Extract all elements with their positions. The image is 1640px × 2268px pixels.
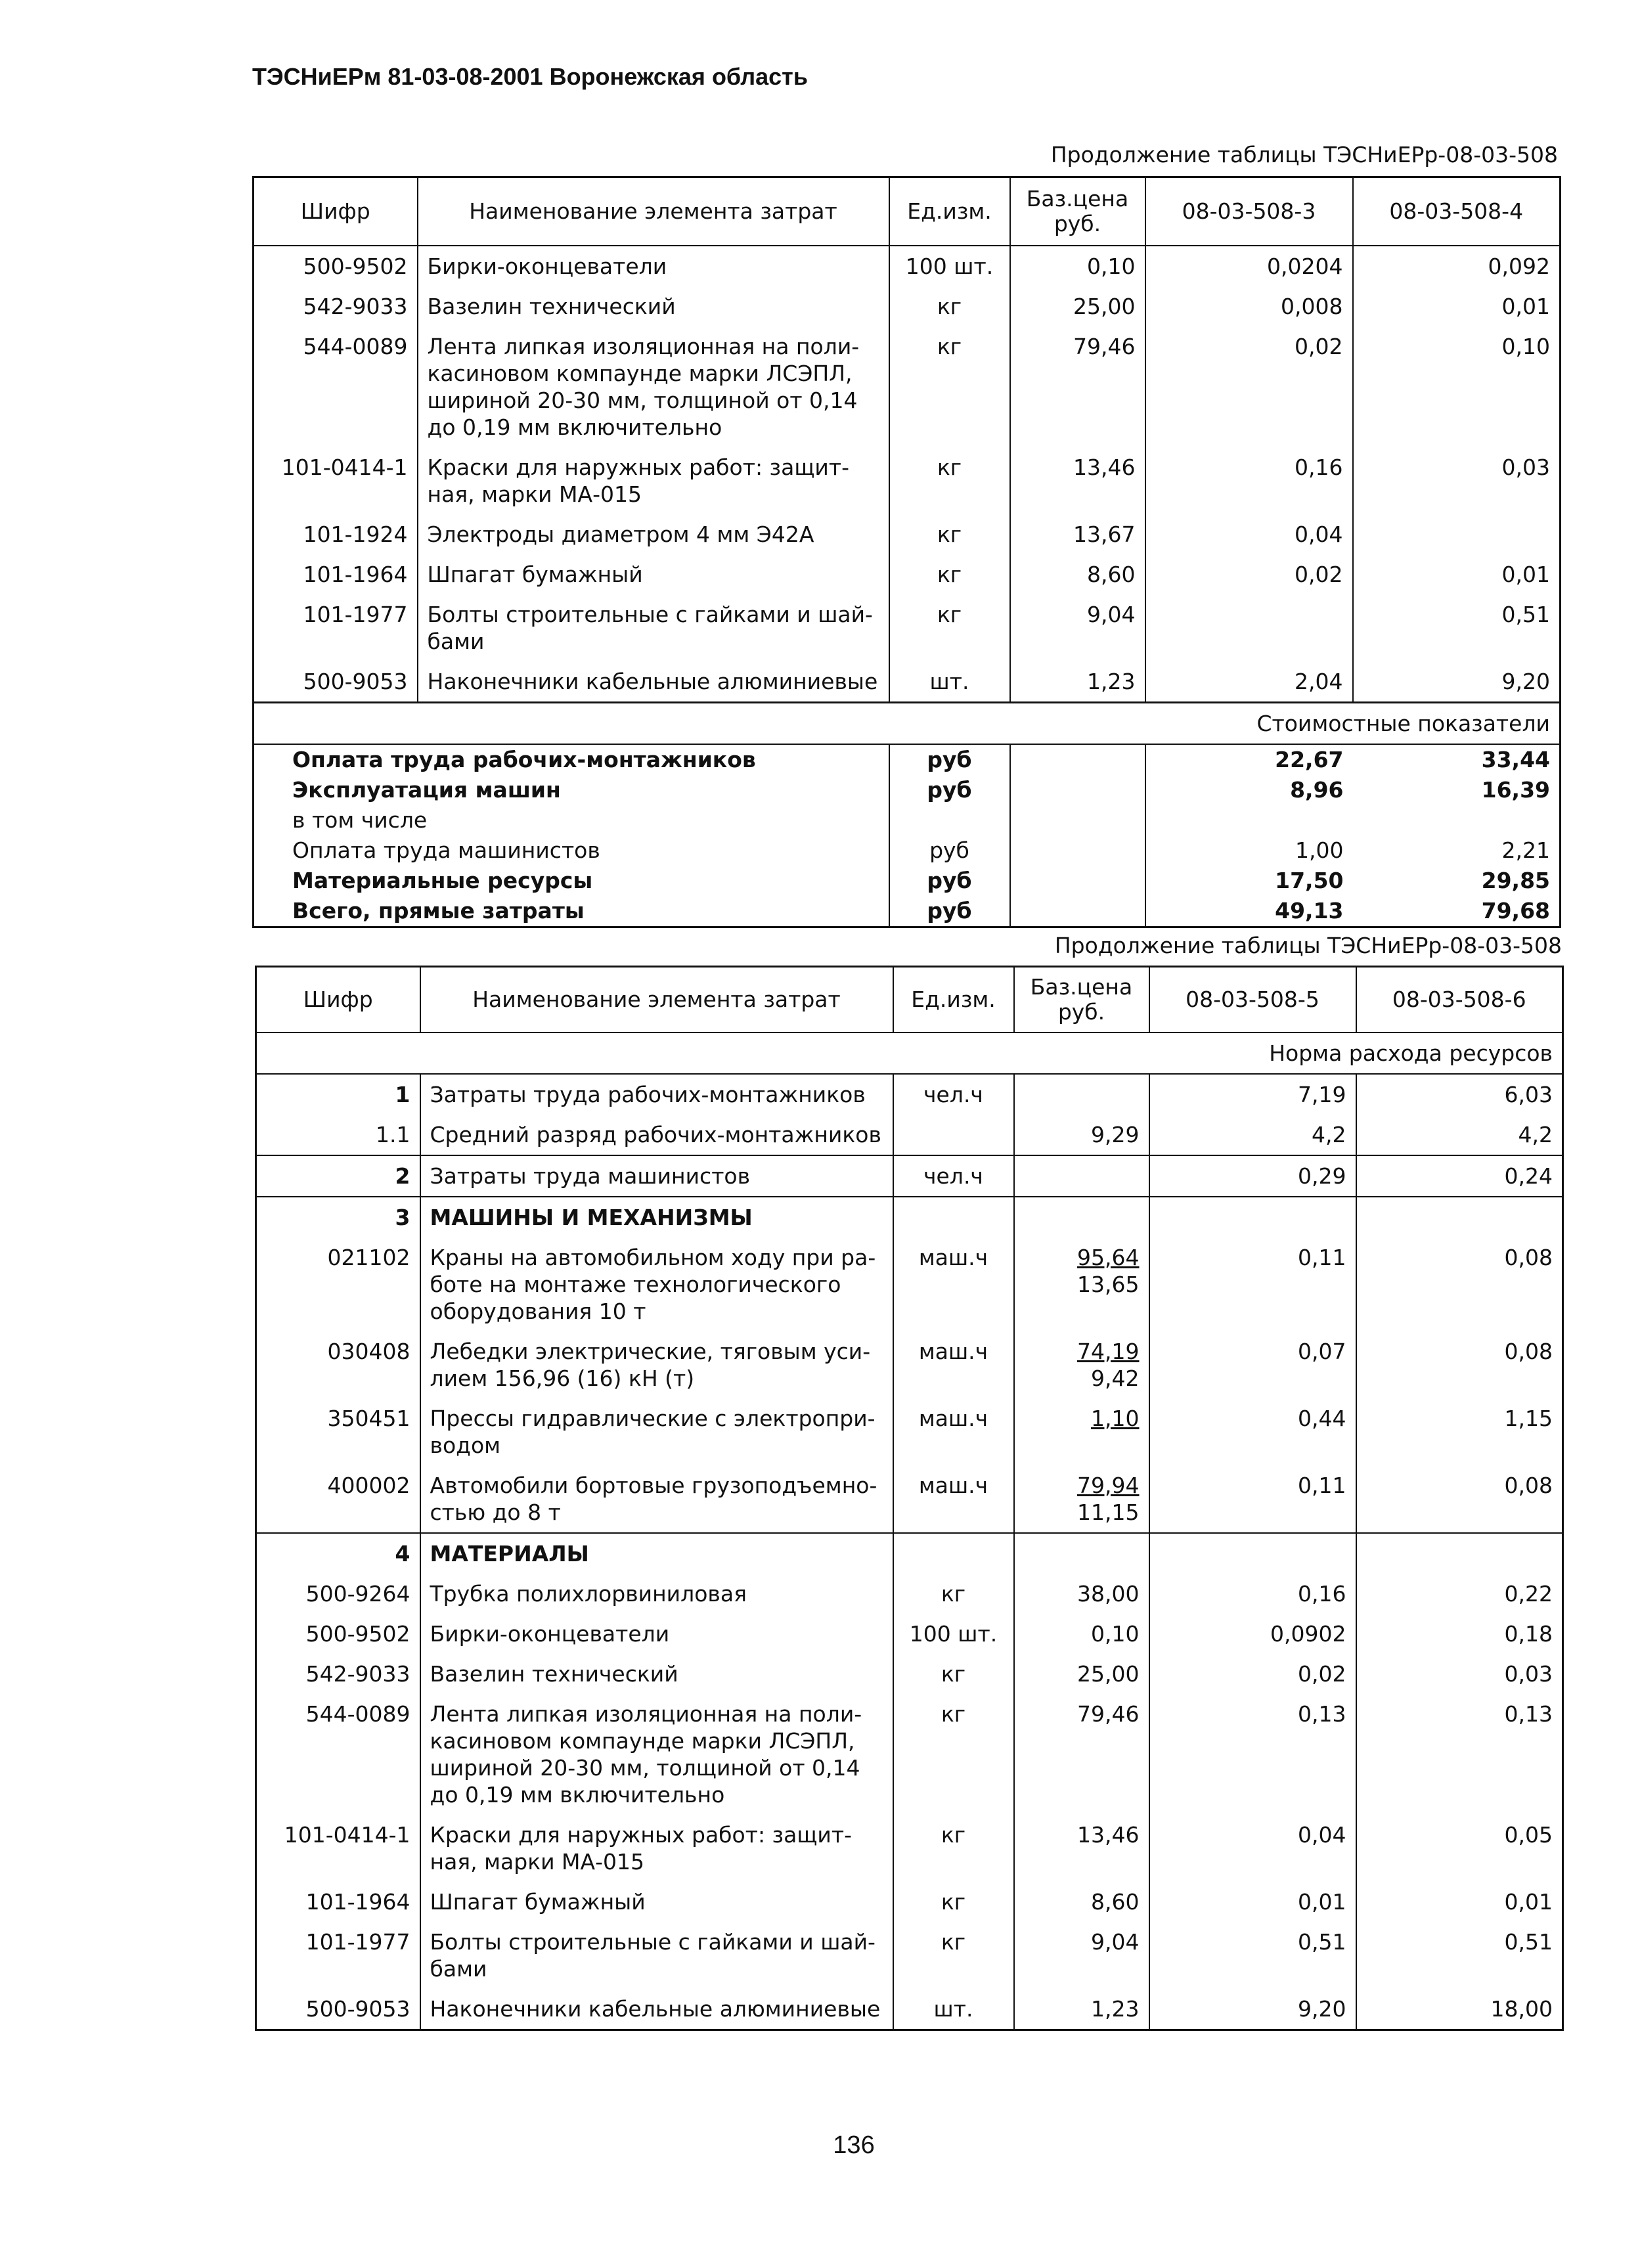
resource-name: Лента липкая изоляционная на поли-касиновом компаунде марки ЛСЭПЛ, шириной 20-30 мм, толщиной от 0,14 до 0,19 мм включительно [420,1694,893,1815]
unit-of-measure: кг [893,1574,1014,1614]
unit-of-measure: кг [889,447,1010,514]
resource-name: Шпагат бумажный [418,554,889,594]
norm-value-1: 0,01 [1149,1882,1356,1922]
base-price: 25,00 [1014,1654,1149,1694]
norm-value-1: 0,16 [1149,1574,1356,1614]
unit-of-measure: кг [889,554,1010,594]
table-row [256,1465,1563,1533]
resource-name: Трубка полихлорвиниловая [420,1574,893,1614]
resource-name: Автомобили бортовые грузоподъемно-стью до 8 т [420,1465,893,1533]
resource-code: 101-1977 [305,1928,410,1955]
summary-label: Материальные ресурсы [292,867,593,893]
resource-name: Краны на автомобильном ходу при ра-боте на монтаже технологического оборудования 10 т [420,1237,893,1331]
norm-value-2: 0,092 [1353,246,1561,286]
base-price: 0,10 [1010,246,1145,286]
unit-of-measure: 100 шт. [889,246,1010,286]
summary-value-2 [1353,805,1561,835]
norm-value-1: 0,02 [1145,326,1353,447]
section-title: МАШИНЫ И МЕХАНИЗМЫ [420,1197,893,1237]
base-price: 1,23 [1014,1989,1149,2030]
resource-code: 101-1964 [303,561,408,587]
base-price [1014,1074,1149,1115]
table-row [254,661,1561,703]
table-row [254,447,1561,514]
summary-empty [1010,835,1145,866]
norm-value-1: 0,008 [1145,286,1353,326]
resource-name: Бирки-оконцеватели [420,1614,893,1654]
base-price [1014,1155,1149,1197]
summary-value-1 [1145,805,1353,835]
summary-row [254,835,1561,866]
table2-header-row [256,967,1563,1033]
table-row [254,594,1561,661]
norm-value-2: 0,03 [1353,447,1561,514]
norm-value-1: 0,0204 [1145,246,1353,286]
base-price: 13,46 [1010,447,1145,514]
table-row [254,246,1561,286]
norm-value-1: 0,11 [1149,1237,1356,1331]
base-price: 0,10 [1014,1614,1149,1654]
norm-value-1: 4,2 [1149,1115,1356,1155]
resource-name: Болты строительные с гайками и шай-бами [420,1922,893,1989]
table-row [254,286,1561,326]
resource-table-1 [252,176,1561,928]
resource-name: Шпагат бумажный [420,1882,893,1922]
unit-of-measure: чел.ч [893,1155,1014,1197]
summary-value-1: 17,50 [1275,867,1344,893]
table-row [256,1882,1563,1922]
resource-name: Прессы гидравлические с электропри-водом [420,1398,893,1465]
summary-row [254,805,1561,835]
table-row [254,554,1561,594]
summary-unit: руб [889,835,1010,866]
norm-value-1: 0,13 [1149,1694,1356,1815]
resource-code: 101-0414-1 [284,1821,410,1848]
norm-value-2: 4,2 [1356,1115,1563,1155]
base-price: 1,10 [1091,1405,1140,1431]
empty-cell [893,1533,1014,1574]
table2-col-code: Шифр [256,967,420,1033]
base-price-secondary: 9,42 [1091,1365,1140,1391]
summary-value-2: 16,39 [1481,776,1550,803]
resource-name: Лебедки электрические, тяговым уси-лием 156,96 (16) кН (т) [420,1331,893,1398]
summary-label: в том числе [292,807,428,833]
table2-continuation-caption: Продолжение таблицы ТЭСНиЕРр-08-03-508 [1054,933,1562,958]
table-row [256,1614,1563,1654]
table1-continuation-caption: Продолжение таблицы ТЭСНиЕРр-08-03-508 [1050,142,1558,167]
norm-value-2: 18,00 [1356,1989,1563,2030]
norm-value-2: 0,18 [1356,1614,1563,1654]
summary-empty [1010,744,1145,775]
table1-header-row [254,177,1561,246]
unit-of-measure: кг [893,1815,1014,1882]
section-code: 3 [395,1204,410,1230]
table2-col-unit: Ед.изм. [893,967,1014,1033]
table-row [256,1115,1563,1155]
norm-value-2: 9,20 [1353,661,1561,703]
unit-of-measure: кг [889,326,1010,447]
norm-value-2: 0,01 [1353,286,1561,326]
empty-cell [893,1197,1014,1237]
unit-of-measure: шт. [893,1989,1014,2030]
table1-cost-section-row [254,702,1561,744]
summary-unit: руб [889,896,1010,927]
base-price-secondary: 11,15 [1077,1499,1140,1525]
resource-name: Затраты труда рабочих-монтажников [420,1074,893,1115]
empty-cell [1356,1533,1563,1574]
base-price: 79,94 [1077,1472,1140,1498]
table1-col-v2: 08-03-508-4 [1353,177,1561,246]
summary-value-2: 2,21 [1501,837,1550,863]
resource-name: Лента липкая изоляционная на поли-касиновом компаунде марки ЛСЭПЛ, шириной 20-30 мм, толщиной от 0,14 до 0,19 мм включительно [418,326,889,447]
resource-name: Затраты труда машинистов [420,1155,893,1197]
unit-of-measure: кг [893,1654,1014,1694]
unit-of-measure: маш.ч [893,1237,1014,1331]
cost-section-title: Стоимостные показатели [254,702,1561,744]
norm-value-2: 1,15 [1356,1398,1563,1465]
resource-code: 544-0089 [303,333,408,359]
table-row [256,1398,1563,1465]
resource-code: 500-9502 [303,253,408,279]
resource-code: 542-9033 [305,1660,410,1687]
resource-code: 101-1924 [303,521,408,547]
norm-value-1: 0,51 [1149,1922,1356,1989]
base-price-cell [1014,1398,1149,1465]
empty-cell [1149,1197,1356,1237]
table-row [256,1155,1563,1197]
table-row [256,1074,1563,1115]
resource-name: Болты строительные с гайками и шай-бами [418,594,889,661]
summary-empty [1010,805,1145,835]
table-row [254,514,1561,554]
resource-code: 500-9053 [305,1995,410,2022]
resource-name: Средний разряд рабочих-монтажников [420,1115,893,1155]
base-price: 1,23 [1010,661,1145,703]
unit-of-measure: кг [893,1922,1014,1989]
summary-unit: руб [889,744,1010,775]
summary-label: Оплата труда машинистов [292,837,600,863]
norm-value-1: 0,02 [1149,1654,1356,1694]
resource-code: 101-1977 [303,601,408,627]
page-number: 136 [833,2131,875,2159]
norm-value-1: 0,07 [1149,1331,1356,1398]
norm-value-2: 0,51 [1356,1922,1563,1989]
base-price: 8,60 [1010,554,1145,594]
base-price: 95,64 [1077,1244,1140,1270]
unit-of-measure: 100 шт. [893,1614,1014,1654]
base-price: 74,19 [1077,1338,1140,1364]
norm-value-1: 0,02 [1145,554,1353,594]
table2-col-v1: 08-03-508-5 [1149,967,1356,1033]
table-row [256,1815,1563,1882]
resource-code: 544-0089 [305,1701,410,1727]
norm-value-2 [1353,514,1561,554]
summary-value-1: 1,00 [1295,837,1344,863]
resource-name: Электроды диаметром 4 мм Э42А [418,514,889,554]
norm-value-1: 0,16 [1145,447,1353,514]
norm-value-2: 0,08 [1356,1237,1563,1331]
unit-of-measure: чел.ч [893,1074,1014,1115]
empty-cell [1149,1533,1356,1574]
unit-of-measure: кг [893,1882,1014,1922]
norm-value-2: 0,51 [1353,594,1561,661]
base-price: 13,67 [1010,514,1145,554]
summary-value-1: 22,67 [1275,746,1344,772]
summary-unit [889,805,1010,835]
resource-name: Вазелин технический [418,286,889,326]
base-price: 9,04 [1010,594,1145,661]
table2-norm-section-row [256,1033,1563,1074]
resource-code: 500-9502 [305,1620,410,1647]
resource-code: 101-0414-1 [281,454,408,480]
summary-row [254,775,1561,805]
norm-value-1: 0,44 [1149,1398,1356,1465]
unit-of-measure: кг [889,514,1010,554]
summary-empty [1010,775,1145,805]
resource-code: 400002 [256,1465,420,1533]
base-price: 79,46 [1014,1694,1149,1815]
table1-col-v1: 08-03-508-3 [1145,177,1353,246]
empty-cell [1014,1533,1149,1574]
table-row [256,1331,1563,1398]
table-row [256,1694,1563,1815]
base-price-cell [1014,1331,1149,1398]
unit-of-measure: шт. [889,661,1010,703]
table-row [256,1654,1563,1694]
summary-value-2: 79,68 [1481,897,1550,923]
table-row [256,1989,1563,2030]
unit-of-measure: кг [889,286,1010,326]
machines-section-row [256,1197,1563,1237]
resource-code: 542-9033 [303,293,408,319]
empty-cell [1356,1197,1563,1237]
table-row [256,1922,1563,1989]
summary-value-1: 8,96 [1290,776,1344,803]
summary-empty [1010,866,1145,896]
norm-value-2: 0,08 [1356,1331,1563,1398]
table-row [256,1237,1563,1331]
resource-name: Краски для наружных работ: защит-ная, марки МА-015 [418,447,889,514]
resource-table-2 [255,966,1564,2031]
norm-value-2: 0,08 [1356,1465,1563,1533]
unit-of-measure: маш.ч [893,1398,1014,1465]
table2-col-price: Баз.цена руб. [1014,967,1149,1033]
materials-section-row [256,1533,1563,1574]
resource-code: 1 [395,1081,410,1107]
norm-value-2: 0,10 [1353,326,1561,447]
resource-code: 1.1 [376,1121,410,1147]
resource-code: 500-9264 [305,1580,410,1607]
table-row [256,1574,1563,1614]
summary-label: Всего, прямые затраты [292,897,585,923]
summary-value-1: 49,13 [1275,897,1344,923]
base-price-secondary: 13,65 [1077,1271,1140,1297]
table1-col-price: Баз.цена руб. [1010,177,1145,246]
unit-of-measure: кг [893,1694,1014,1815]
norm-value-1: 9,20 [1149,1989,1356,2030]
resource-code: 030408 [327,1338,410,1364]
base-price: 38,00 [1014,1574,1149,1614]
norm-value-2: 0,05 [1356,1815,1563,1882]
table2-col-name: Наименование элемента затрат [420,967,893,1033]
base-price-cell [1014,1465,1149,1533]
section-title: МАТЕРИАЛЫ [420,1533,893,1574]
resource-code: 101-1964 [305,1888,410,1915]
base-price: 9,29 [1014,1115,1149,1155]
base-price: 9,04 [1014,1922,1149,1989]
summary-unit: руб [889,775,1010,805]
unit-of-measure: маш.ч [893,1465,1014,1533]
norm-value-2: 0,03 [1356,1654,1563,1694]
summary-row [254,866,1561,896]
base-price: 79,46 [1010,326,1145,447]
resource-code: 500-9053 [254,661,418,703]
unit-of-measure: маш.ч [893,1331,1014,1398]
norm-value-1: 7,19 [1149,1074,1356,1115]
summary-value-2: 29,85 [1481,867,1550,893]
norm-value-1: 0,04 [1145,514,1353,554]
resource-code: 350451 [327,1405,410,1431]
empty-cell [1014,1197,1149,1237]
summary-unit: руб [889,866,1010,896]
norm-value-1: 0,0902 [1149,1614,1356,1654]
summary-label: Оплата труда рабочих-монтажников [292,746,756,772]
base-price: 8,60 [1014,1882,1149,1922]
norm-value-1: 2,04 [1145,661,1353,703]
norm-section-title: Норма расхода ресурсов [256,1033,1563,1074]
norm-value-1 [1145,594,1353,661]
resource-name: Наконечники кабельные алюминиевые [418,661,889,703]
document-title: ТЭСНиЕРм 81-03-08-2001 Воронежская область [252,63,808,90]
norm-value-1: 0,04 [1149,1815,1356,1882]
table1-col-name: Наименование элемента затрат [418,177,889,246]
summary-value-2: 33,44 [1481,746,1550,772]
table2-col-v2: 08-03-508-6 [1356,967,1563,1033]
table-row [254,326,1561,447]
section-code: 4 [395,1540,410,1567]
norm-value-2: 0,13 [1356,1694,1563,1815]
summary-empty [1010,896,1145,927]
base-price-cell [1014,1237,1149,1331]
resource-name: Бирки-оконцеватели [418,246,889,286]
norm-value-2: 0,22 [1356,1574,1563,1614]
base-price: 25,00 [1010,286,1145,326]
summary-label: Эксплуатация машин [292,776,561,803]
norm-value-2: 0,24 [1356,1155,1563,1197]
unit-of-measure [893,1115,1014,1155]
resource-name: Вазелин технический [420,1654,893,1694]
table1-col-code: Шифр [254,177,418,246]
resource-name: Наконечники кабельные алюминиевые [420,1989,893,2030]
resource-name: Краски для наружных работ: защит-ная, марки МА-015 [420,1815,893,1882]
base-price: 13,46 [1014,1815,1149,1882]
norm-value-2: 0,01 [1356,1882,1563,1922]
summary-row [254,896,1561,927]
summary-row [254,744,1561,775]
resource-code: 021102 [327,1244,410,1270]
norm-value-1: 0,29 [1149,1155,1356,1197]
resource-code: 2 [256,1155,420,1197]
unit-of-measure: кг [889,594,1010,661]
table1-col-unit: Ед.изм. [889,177,1010,246]
norm-value-1: 0,11 [1149,1465,1356,1533]
norm-value-2: 0,01 [1353,554,1561,594]
norm-value-2: 6,03 [1356,1074,1563,1115]
